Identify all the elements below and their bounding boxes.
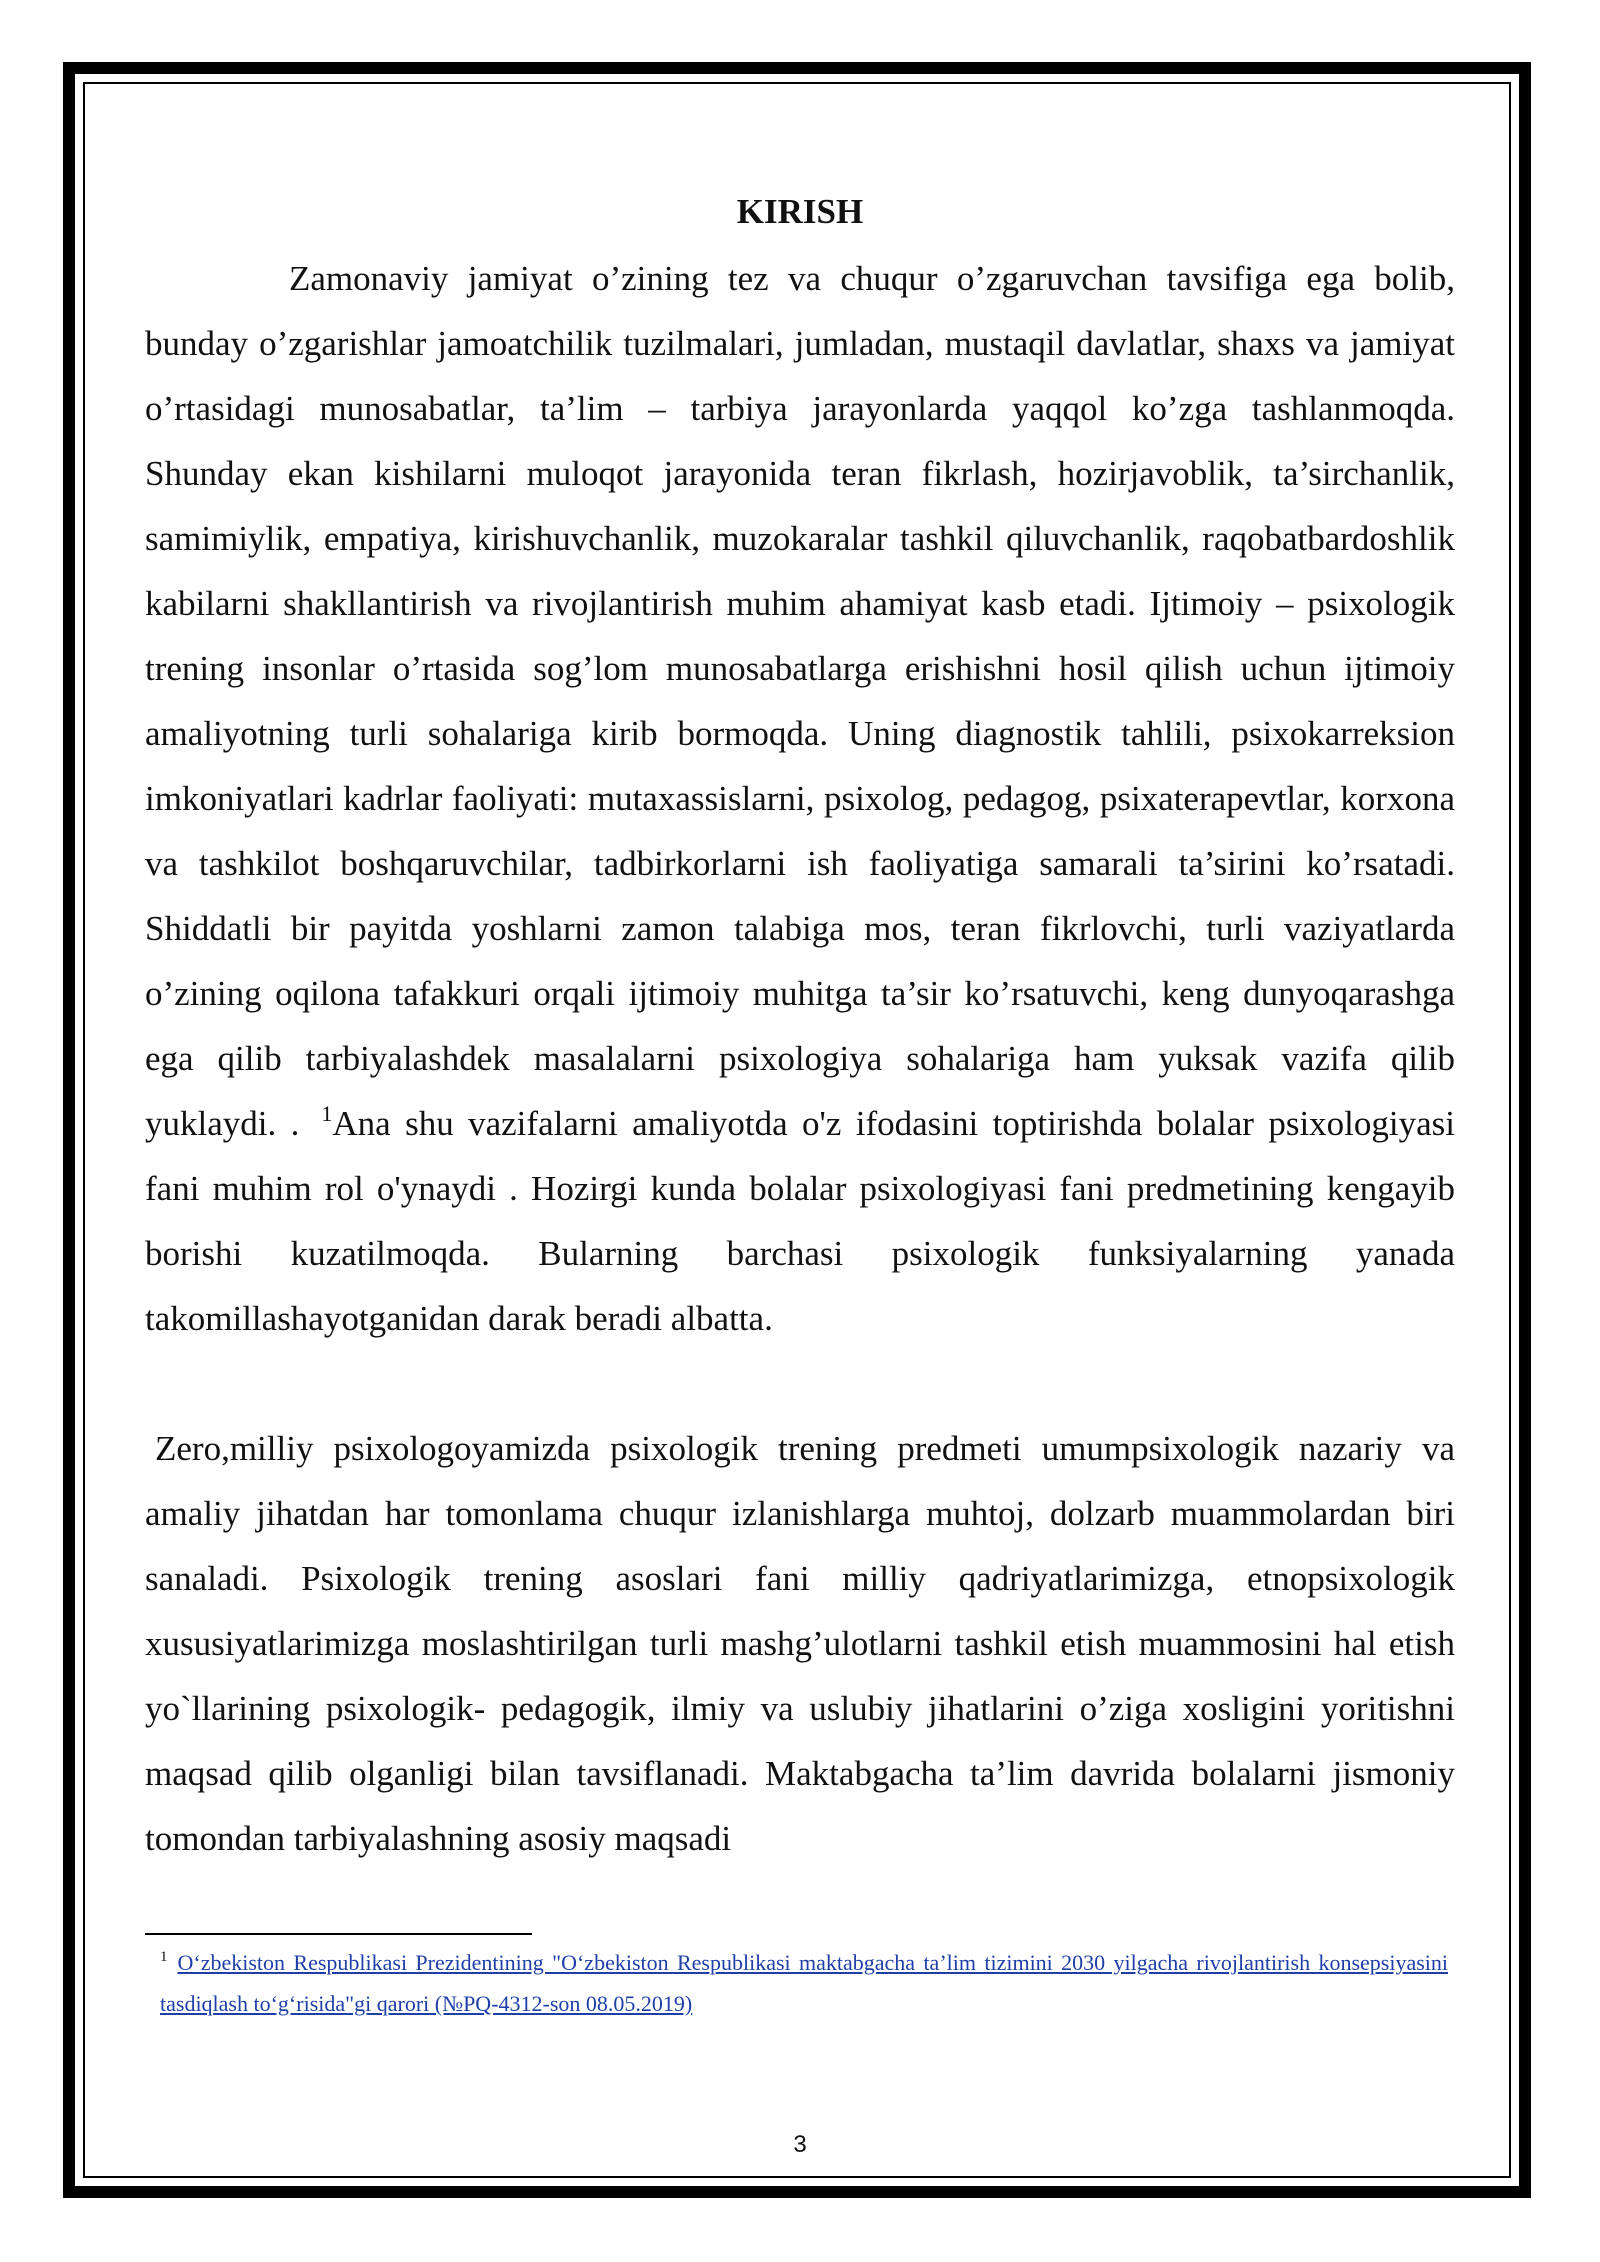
paragraph-second: Zero,milliy psixologoyamizda psixologik trening predmeti umumpsixologik nazariy va amaliy jihatdan har tomonlama chuqur izlanishlarga muhtoj, dolzarb muammolardan biri sanaladi. Psixologik trening asoslari fani milliy qadriyatlarimizga, etnopsixologik xususiyatlarimizga moslashtirilgan turli mashg’ulotlarni tashkil etish muammosini hal etish yo`llarining psixologik- pedagogik, ilmiy va uslubiy jihatlarini o’ziga xosligini yoritishni maqsad qilib olganligi bilan tavsiflanadi. Maktabgacha ta’lim davrida bolalarni jismoniy tomondan tarbiyalashning asosiy maqsadi — [145, 1429, 1455, 1858]
document-title: KIRISH — [736, 192, 864, 231]
footnote-reference[interactable]: 1 — [321, 1101, 333, 1126]
footnote-number: 1 — [160, 1949, 168, 1965]
paragraph-intro — [145, 246, 1455, 1351]
footnote-separator — [145, 1933, 532, 1935]
footnote-link[interactable]: O‘zbekiston Respublikasi Prezidentining "O‘zbekiston Respublikasi maktabgacha ta’lim tizimini 2030 yilgacha rivojlantirish konsepsiyasini tasdiqlash to‘g‘risida"gi qarori (№PQ-4312-son 08.05.2019) — [160, 1950, 1448, 2016]
page-number: 3 — [793, 2131, 807, 2158]
paragraph-intro-part-b: Ana shu vazifalarni amaliyotda o'z ifodasini toptirishda bolalar psixologiyasi fani muhim rol o'ynaydi . Hozirgi kunda bolalar psixologiyasi fani predmetining kengayib borishi kuzatilmoqda. Bularning barchasi psixologik funksiyalarning yanada takomillashayotganidan darak beradi albatta. — [145, 1104, 1456, 1338]
footnote — [160, 1942, 1448, 2024]
paragraph-intro-part-a: Zamonaviy jamiyat o’zining tez va chuqur o’zgaruvchan tavsifiga ega bolib, bunday o’zgarishlar jamoatchilik tuzilmalari, jumladan, mustaqil davlatlar, shaxs va jamiyat o’rtasidagi munosabatlar, ta’lim – tarbiya jarayonlarda yaqqol ko’zga tashlanmoqda. Shunday ekan kishilarni muloqot jarayonida teran fikrlash, hozirjavoblik, ta’sirchanlik, samimiylik, empatiya, kirishuvchanlik, muzokaralar tashkil qiluvchanlik, raqobatbardoshlik kabilarni shakllantirish va rivojlantirish muhim ahamiyat kasb etadi. Ijtimoiy – psixologik trening insonlar o’rtasida sog’lom munosabatlarga erishishni hosil qilish uchun ijtimoiy amaliyotning turli sohalariga kirib bormoqda. Uning diagnostik tahlili, psixokarreksion imkoniyatlari kadrlar faoliyati: mutaxassislarni, psixolog, pedagog, psixaterapevtlar, korxona va tashkilot boshqaruvchilar, tadbirkorlarni ish faoliyatiga samarali ta’sirini ko’rsatadi. Shiddatli bir payitda yoshlarni zamon talabiga mos, teran fikrlovchi, turli vaziyatlarda o’zining oqilona tafakkuri orqali ijtimoiy muhitga ta’sir ko’rsatuvchi, keng dunyoqarashga ega qilib tarbiyalashdek masalalarni psixologiya sohalariga ham yuksak vazifa qilib yuklaydi. . — [145, 259, 1455, 1143]
